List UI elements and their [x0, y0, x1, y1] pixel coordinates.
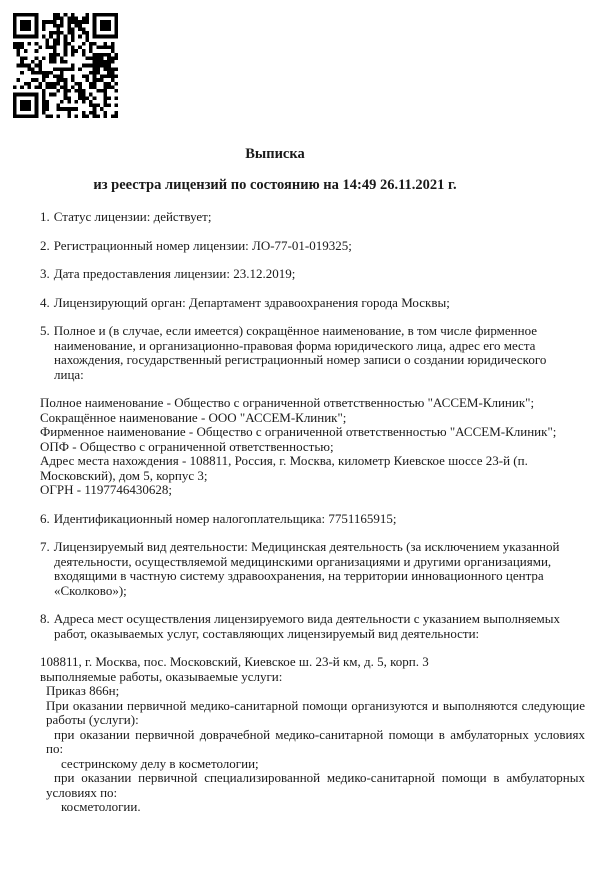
page-title: Выписка	[245, 146, 305, 162]
list-item-org-names-heading	[40, 324, 565, 382]
item-text: Идентификационный номер налогоплательщика: 7751165915;	[53, 510, 397, 526]
list-item-activity-type	[40, 540, 565, 598]
org-short-name: Сокращённое наименование - ООО "АССЕМ-Клиник";	[40, 409, 347, 425]
list-item-grant-date	[40, 267, 565, 282]
item-number: 7.	[40, 539, 50, 554]
list-item-authority	[40, 296, 565, 311]
org-ogrn: ОГРН - 1197746430628;	[40, 482, 172, 497]
item-number: 2.	[40, 237, 50, 253]
page-subtitle: из реестра лицензий по состоянию на 14:49 26.11.2021 г.	[93, 177, 457, 193]
item-number: 4.	[40, 294, 50, 310]
list-item-status	[40, 210, 565, 225]
org-opf: ОПФ - Общество с ограниченной ответственностью;	[40, 438, 334, 454]
item-text: Регистрационный номер лицензии: ЛО-77-01-019325;	[53, 237, 352, 253]
document-body	[40, 209, 585, 815]
list-item-activity-addresses	[40, 612, 565, 641]
works-prehospital-paragraph: при оказании первичной доврачебной медико-санитарной помощи в амбулаторных условиях по:	[46, 726, 585, 756]
item-text: Адреса мест осуществления лицензируемого вида деятельности с указанием выполняемых работ, оказываемых услуг, составляющих лицензируемый вид деятельности:	[53, 611, 560, 641]
document-headings	[40, 146, 510, 193]
org-brand-name: Фирменное наименование - Общество с ограниченной ответственностью "АССЕМ-Клиник";	[40, 424, 557, 439]
item-number: 3.	[40, 266, 50, 281]
item-number: 5.	[40, 323, 50, 338]
works-cosmetology-item: косметологии.	[61, 799, 141, 814]
works-specialized-paragraph: при оказании первичной специализированной медико-санитарной помощи в амбулаторных условиях по:	[46, 770, 585, 800]
item-number: 8.	[40, 611, 50, 626]
works-services-section	[40, 655, 585, 815]
qr-code	[13, 13, 118, 118]
organization-details	[40, 396, 565, 498]
item-text: Статус лицензии: действует;	[53, 209, 212, 224]
list-item-inn	[40, 512, 565, 527]
item-text: Лицензируемый вид деятельности: Медицинская деятельность (за исключением указанной деятельности, осуществляемой медицинскими организациями и другими организациями, входящими в частную систему здравоохранения, на территории инновационного центра «Сколково»);	[53, 539, 560, 598]
list-item-reg-number	[40, 239, 565, 254]
item-text: Дата предоставления лицензии: 23.12.2019;	[53, 266, 296, 281]
works-intro-line: выполняемые работы, оказываемые услуги:	[40, 668, 283, 684]
org-address: Адрес места нахождения - 108811, Россия, г. Москва, километр Киевское шоссе 23-й (п. Московский), дом 5, корпус 3;	[40, 453, 528, 483]
works-nursing-item: сестринскому делу в косметологии;	[61, 755, 259, 771]
item-text: Лицензирующий орган: Департамент здравоохранения города Москвы;	[53, 294, 450, 310]
works-order-line: Приказ 866н;	[46, 683, 120, 698]
works-address-line: 108811, г. Москва, пос. Московский, Киевское ш. 23-й км, д. 5, корп. 3	[40, 654, 429, 669]
org-full-name: Полное наименование - Общество с ограниченной ответственностью "АССЕМ-Клиник";	[40, 395, 535, 410]
item-text: Полное и (в случае, если имеется) сокращённое наименование, в том числе фирменное наименование, и организационно-правовая форма юридического лица, адрес его места нахождения, государственный регистрационный номер записи о создании юридического лица:	[53, 323, 547, 382]
item-number: 6.	[40, 510, 50, 526]
works-primary-care-paragraph: При оказании первичной медико-санитарной помощи организуются и выполняются следующие работы (услуги):	[46, 697, 585, 727]
item-number: 1.	[40, 209, 50, 224]
